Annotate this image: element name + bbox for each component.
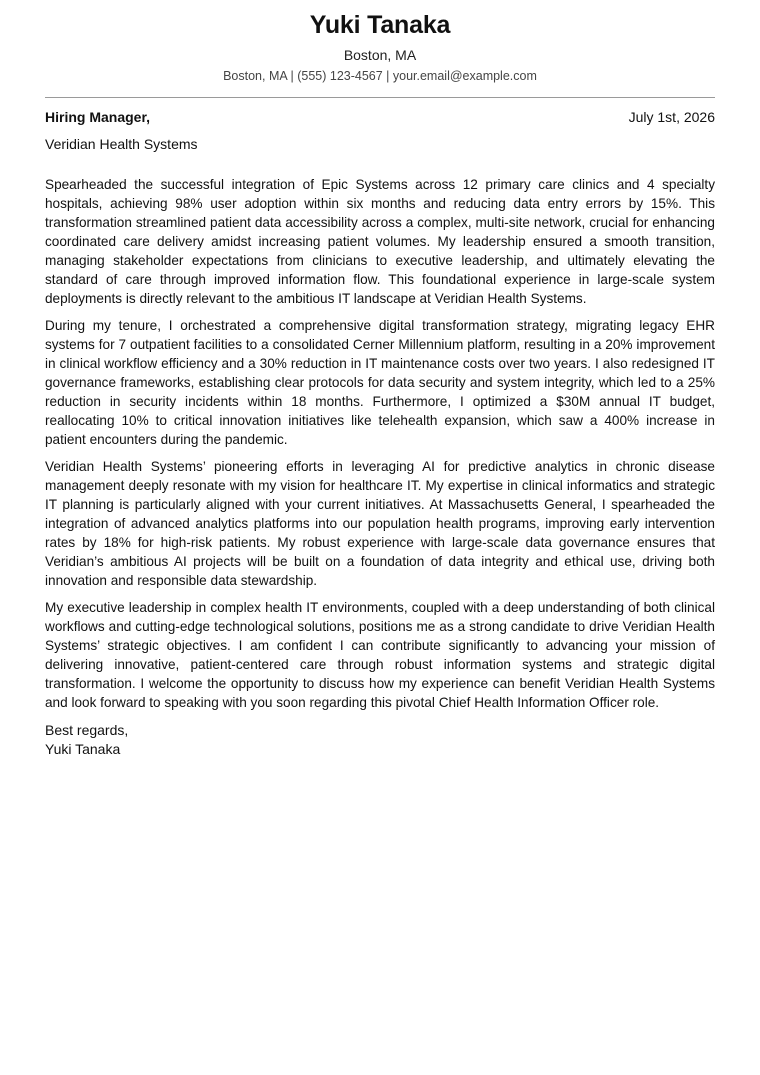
header-divider xyxy=(45,97,715,98)
body-paragraph: During my tenure, I orchestrated a comprehensive digital transformation strategy, migrating legacy EHR systems for 7 outpatient facilities to a consolidated Cerner Millennium platform, resulting in a 20% improvement in clinical workflow efficiency and a 30% reduction in IT maintenance costs over two years. I also redesigned IT governance frameworks, establishing clear protocols for data security and system integrity, which led to a 25% reduction in security incidents within 18 months. Furthermore, I optimized a $30M annual IT budget, reallocating 10% to critical innovation initiatives like telehealth expansion, which saw a 400% increase in patient encounters during the pandemic. xyxy=(45,318,715,447)
sender-name: Yuki Tanaka xyxy=(309,11,451,39)
salutation-date-row xyxy=(45,108,715,126)
closing-phrase: Best regards, xyxy=(45,722,129,738)
letter-body xyxy=(45,175,715,712)
letter-header xyxy=(45,0,715,84)
sender-contact-line: Boston, MA | (555) 123-4567 | your.email@example.com xyxy=(223,69,537,83)
body-paragraph: Veridian Health Systems’ pioneering efforts in leveraging AI for predictive analytics in chronic disease management deeply resonate with my vision for healthcare IT. My expertise in clinical informatics and strategic IT planning is particularly aligned with your current initiatives. At Massachusetts General, I spearheaded the integration of advanced analytics platforms into our population health programs, improving early intervention rates by 18% for high-risk patients. My robust experience with large-scale data governance ensures that Veridian’s ambitious AI projects will be built on a foundation of data integrity and ethical use, driving both innovation and responsible data stewardship. xyxy=(45,459,715,588)
sender-location: Boston, MA xyxy=(343,47,417,63)
body-paragraph: Spearheaded the successful integration of Epic Systems across 12 primary care clinics and 4 specialty hospitals, achieving 98% user adoption within six months and reducing data entry errors by 15%. This transformation streamlined patient data accessibility across a complex, multi-site network, crucial for enhancing coordinated care delivery amidst increasing patient volumes. My leadership ensured a smooth transition, managing stakeholder expectations from clinicians to executive leadership, and ultimately elevating the standard of care through improved information flow. This foundational experience in large-scale system deployments is directly relevant to the ambitious IT landscape at Veridian Health Systems. xyxy=(45,177,715,306)
salutation: Hiring Manager, xyxy=(45,109,151,125)
signature-name: Yuki Tanaka xyxy=(45,741,121,757)
letter-closing-block xyxy=(45,721,715,759)
body-paragraph: My executive leadership in complex health IT environments, coupled with a deep understanding of both clinical workflows and cutting-edge technological solutions, positions me as a strong candidate to drive Veridian Health Systems’ strategic objectives. I am confident I can contribute significantly to advancing your mission of delivering innovative, patient-centered care through robust information systems and strategic digital transformation. I welcome the opportunity to discuss how my experience can benefit Veridian Health Systems and look forward to speaking with you soon regarding this pivotal Chief Health Information Officer role. xyxy=(45,600,715,710)
recipient-company: Veridian Health Systems xyxy=(45,136,198,152)
letter-date: July 1st, 2026 xyxy=(628,109,715,125)
